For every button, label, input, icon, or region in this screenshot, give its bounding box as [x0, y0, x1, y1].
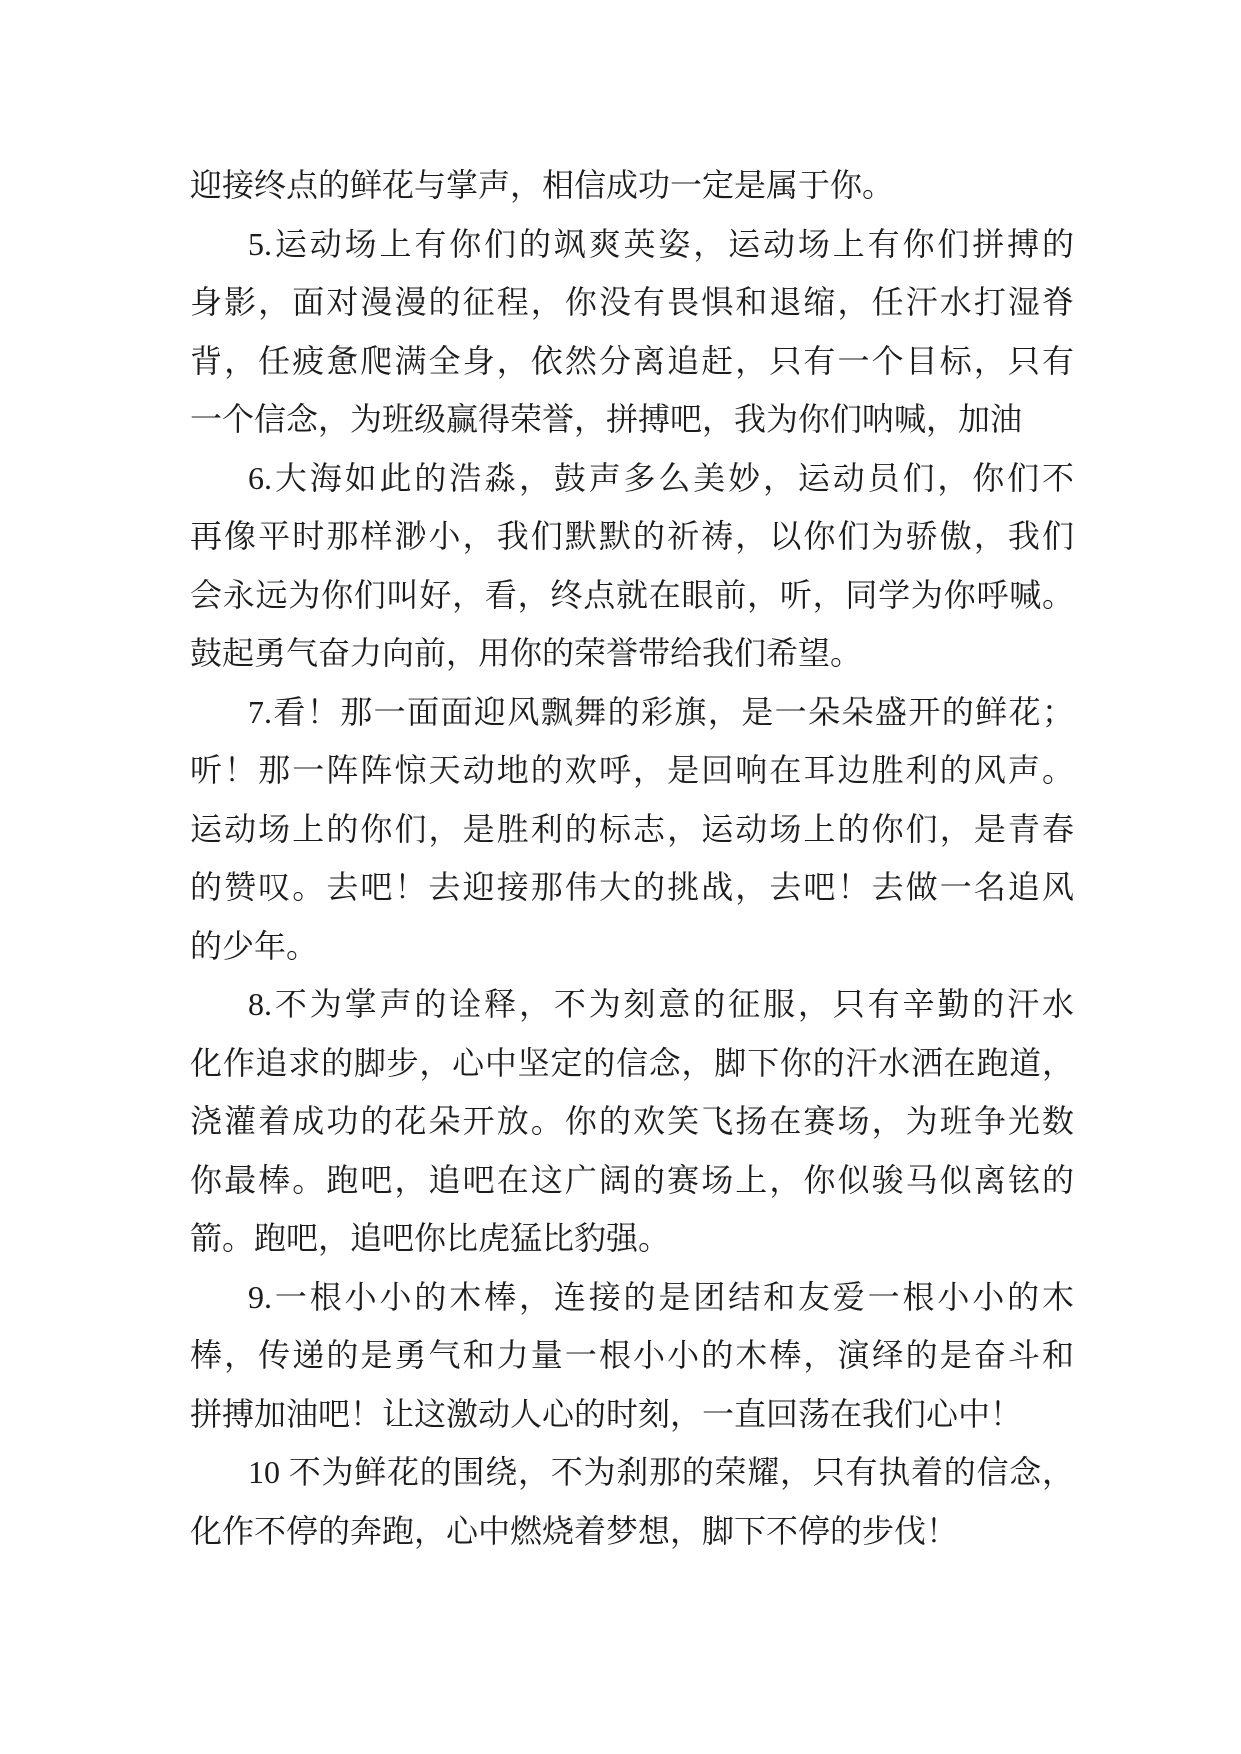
text-line: 身影，面对漫漫的征程，你没有畏惧和退缩，任汗水打湿脊: [190, 284, 1074, 320]
text-line: 棒，传递的是勇气和力量一根小小的木棒，演绎的是奋斗和: [190, 1337, 1074, 1373]
text-line: 的少年。: [190, 927, 319, 964]
text-line: 化作不停的奔跑，心中燃烧着梦想，脚下不停的步伐！: [190, 1512, 959, 1549]
text-line: 5.运动场上有你们的飒爽英姿，运动场上有你们拼搏的: [248, 225, 1074, 262]
paragraph-item-6: [190, 449, 1074, 683]
paragraph-continuation: [190, 156, 1074, 215]
paragraph-item-5: [190, 215, 1074, 449]
text-line: 会永远为你们叫好，看，终点就在眼前，听，同学为你呼喊。: [190, 576, 1074, 613]
text-line: 6.大海如此的浩淼，鼓声多么美妙，运动员们，你们不: [248, 459, 1074, 496]
text-line: 化作追求的脚步，心中坚定的信念，脚下你的汗水洒在跑道，: [190, 1044, 1074, 1081]
text-line: 一个信念，为班级赢得荣誉，拼搏吧，我为你们呐喊，加油: [190, 401, 1023, 437]
document-body: [190, 156, 1074, 1560]
paragraph-item-8: [190, 975, 1074, 1268]
text-line: 7.看！那一面面迎风飘舞的彩旗，是一朵朵盛开的鲜花；: [248, 693, 1074, 730]
text-line: 8.不为掌声的诠释，不为刻意的征服，只有辛勤的汗水: [248, 986, 1074, 1022]
text-line: 的赞叹。去吧！去迎接那伟大的挑战，去吧！去做一名追风: [190, 869, 1074, 905]
paragraph-item-10: [190, 1443, 1074, 1560]
text-line: 再像平时那样渺小，我们默默的祈祷，以你们为骄傲，我们: [190, 518, 1074, 554]
text-line: 箭。跑吧，追吧你比虎猛比豹强。: [190, 1220, 671, 1256]
text-line: 迎接终点的鲜花与掌声，相信成功一定是属于你。: [190, 167, 895, 203]
text-line: 运动场上的你们，是胜利的标志，运动场上的你们，是青春: [190, 810, 1074, 847]
text-line: 鼓起勇气奋力向前，用你的荣誉带给我们希望。: [190, 635, 863, 671]
text-line: 拼搏加油吧！让这激动人心的时刻，一直回荡在我们心中！: [190, 1395, 1023, 1432]
text-line: 听！那一阵阵惊天动地的欢呼，是回响在耳边胜利的风声。: [190, 752, 1074, 788]
paragraph-item-9: [190, 1268, 1074, 1444]
text-line: 背，任疲惫爬满全身，依然分离追赶，只有一个目标，只有: [190, 342, 1074, 379]
text-line: 浇灌着成功的花朵开放。你的欢笑飞扬在赛场，为班争光数: [190, 1103, 1074, 1139]
paragraph-item-7: [190, 683, 1074, 976]
text-line: 你最棒。跑吧，追吧在这广阔的赛场上，你似骏马似离铉的: [190, 1161, 1074, 1198]
text-line: 9.一根小小的木棒，连接的是团结和友爱一根小小的木: [248, 1278, 1074, 1315]
text-line: 10 不为鲜花的围绕，不为刹那的荣耀，只有执着的信念，: [248, 1454, 1074, 1490]
